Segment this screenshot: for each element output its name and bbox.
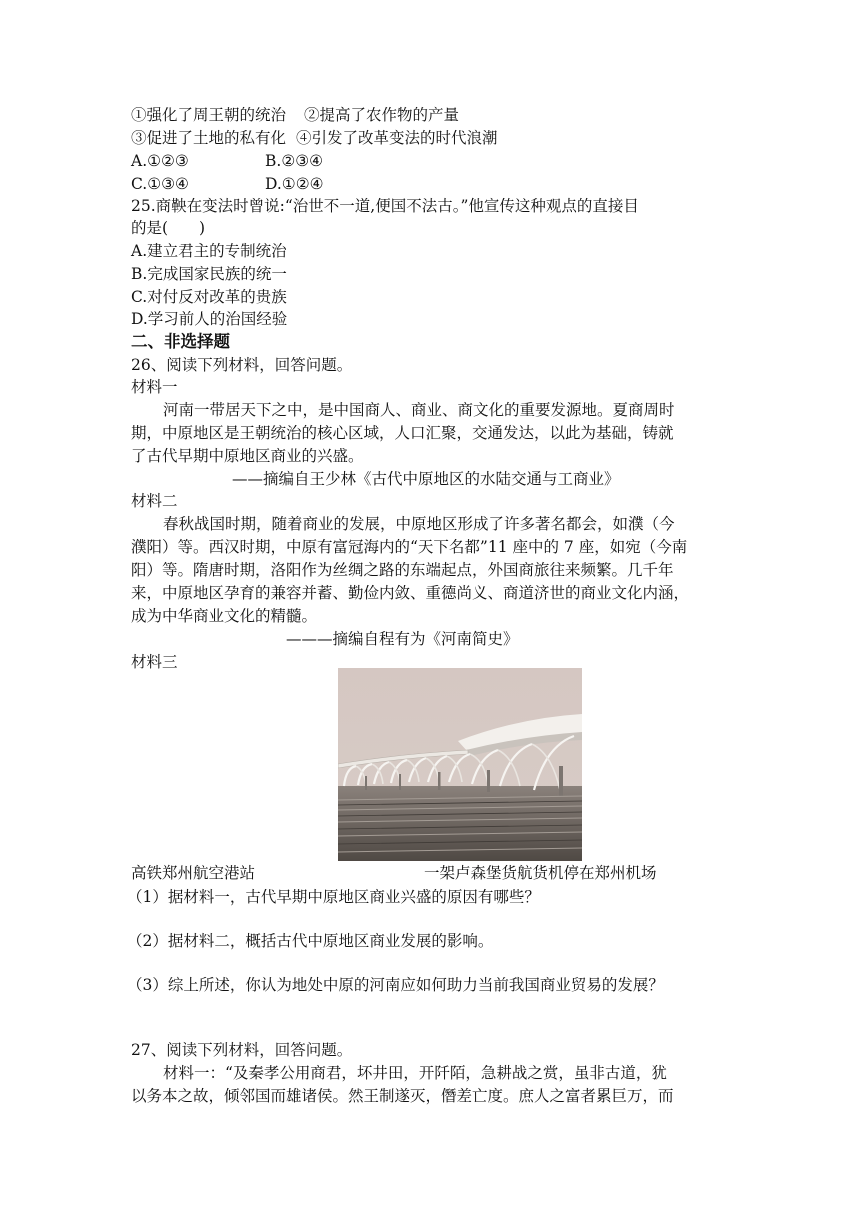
q26-stem: 26、阅读下列材料，回答问题。 — [131, 356, 353, 374]
q24-option-2: ②提高了农作物的产量 — [304, 106, 460, 124]
q25-stem-line-1: 25.商鞅在变法时曾说:“治世不一道,便国不法古。”他宣传这种观点的直接目 — [131, 197, 639, 215]
q26-material-2-source: ———摘编自程有为《河南简史》 — [286, 630, 519, 648]
q26-material-1-line: 期，中原地区是王朝统治的核心区域，人口汇聚，交通发达，以此为基础，铸就 — [131, 424, 674, 442]
q24-options-row-1 — [131, 104, 459, 126]
q27-material-1-line: 以务本之故，倾邻国而雄诸侯。然王制遂灭，僭差亡度。庶人之富者累巨万，而 — [131, 1087, 674, 1105]
q26-material-1-label: 材料一 — [131, 378, 178, 396]
q26-material-1-source: ——摘编自王少林《古代中原地区的水陆交通与工商业》 — [232, 470, 620, 488]
q24-option-4: ④引发了改革变法的时代浪潮 — [296, 129, 498, 147]
q25-choice-b: B.完成国家民族的统一 — [131, 265, 287, 283]
q26-material-2-line: 来，中原地区孕育的兼容并蓄、勤俭内敛、重德尚义、商道济世的商业文化内涵， — [131, 584, 690, 602]
q24-choice-row-2 — [131, 173, 324, 195]
q25-choice-d: D.学习前人的治国经验 — [131, 310, 288, 328]
q26-material-2-line: 阳）等。隋唐时期，洛阳作为丝绸之路的东端起点，外国商旅往来频繁。几千年 — [131, 561, 674, 579]
q24-choice-a: A.①②③ — [131, 152, 189, 170]
q26-material-2-line: 春秋战国时期，随着商业的发展，中原地区形成了许多著名都会，如濮（今 — [163, 515, 675, 533]
q26-material-2-label: 材料二 — [131, 492, 178, 510]
q26-material-3-label: 材料三 — [131, 653, 178, 671]
q25-choice-a: A.建立君主的专制统治 — [131, 242, 287, 260]
q26-subquestion-1: （1）据材料一，古代早期中原地区商业兴盛的原因有哪些？ — [127, 888, 540, 906]
q26-material-2-line: 成为中华商业文化的精髓。 — [131, 607, 318, 625]
q26-material-2-line: 濮阳）等。西汉时期，中原有富冠海内的“天下名都”11 座中的 7 座，如宛（今南 — [131, 538, 688, 556]
section-heading: 二、非选择题 — [131, 332, 230, 351]
caption-left: 高铁郑州航空港站 — [131, 864, 256, 882]
q25-choice-c: C.对付反对改革的贵族 — [131, 288, 287, 306]
q25-stem-line-2: 的是( ) — [131, 219, 206, 237]
station-photo — [338, 668, 582, 861]
q24-choice-d: D.①②④ — [265, 175, 324, 193]
q27-stem: 27、阅读下列材料，回答问题。 — [131, 1041, 353, 1059]
q24-option-1: ①强化了周王朝的统治 — [131, 106, 287, 124]
q24-choice-b: B.②③④ — [265, 152, 324, 170]
caption-right: 一架卢森堡货航货机停在郑州机场 — [424, 864, 657, 882]
q26-subquestion-2: （2）据材料二，概括古代中原地区商业发展的影响。 — [127, 932, 494, 950]
q24-options-row-2 — [131, 127, 498, 149]
q26-subquestion-3: （3）综上所述，你认为地处中原的河南应如何助力当前我国商业贸易的发展？ — [127, 976, 664, 994]
q24-choice-row-1 — [131, 150, 323, 172]
station-photo-graphic — [338, 668, 582, 861]
q24-choice-c: C.①③④ — [131, 175, 189, 193]
q24-option-3: ③促进了土地的私有化 — [131, 129, 287, 147]
q26-material-1-line: 了古代早期中原地区商业的兴盛。 — [131, 447, 364, 465]
q26-material-1-line: 河南一带居天下之中，是中国商人、商业、商文化的重要发源地。夏商周时 — [163, 401, 675, 419]
q27-material-1-line: 材料一：“及秦孝公用商君，坏井田，开阡陌，急耕战之赏，虽非古道，犹 — [163, 1064, 667, 1082]
